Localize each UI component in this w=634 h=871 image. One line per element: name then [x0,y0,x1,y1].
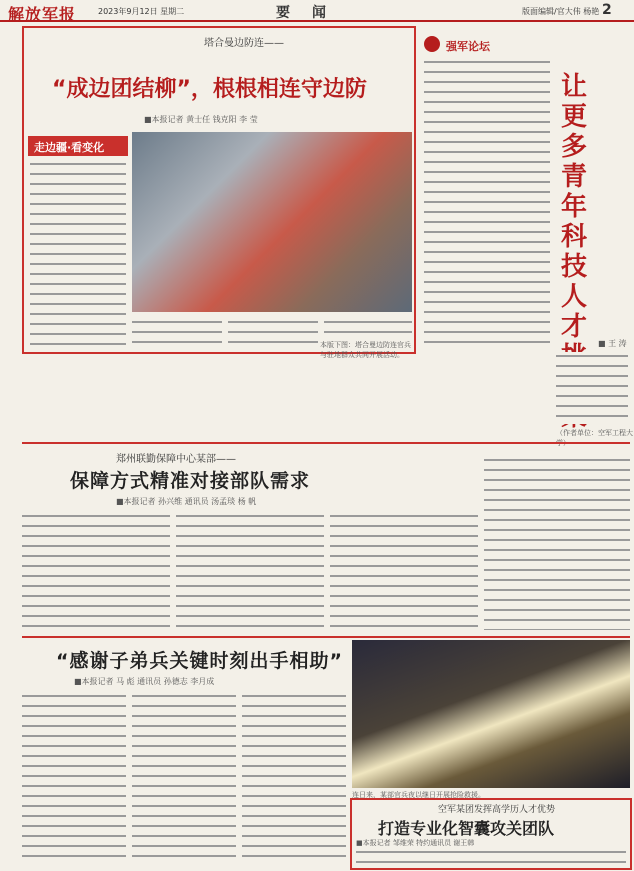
story3-text-col2 [132,692,236,864]
story2-byline: ■本报记者 孙兴维 通讯员 汤孟琰 杨 帆 [116,497,257,506]
story3-byline: ■本报记者 马 彪 通讯员 孙德志 李月成 [74,677,215,686]
sidebar-title: 强军论坛 [446,40,490,53]
story2-rule [22,442,630,444]
sidebar-source: （作者单位：空军工程大 [556,429,633,437]
story2-headline: 保障方式精准对接部队需求 [70,470,311,492]
story2-text-col3 [330,512,478,630]
story1-caption: 本版下图：塔合曼边防连官兵与驻地群众共同开展活动。 [320,341,411,359]
page-number: 2 [602,2,612,18]
story1-text-col1 [30,160,126,346]
sidebar-author: ■ 王 涛 [598,339,627,348]
story2-text-col1 [22,512,170,630]
story2-text-col4 [484,456,630,630]
story2-text-col2 [176,512,324,630]
story2-kicker: 郑州联勤保障中心某部—— [116,454,236,465]
story3-headline: “感谢子弟兵关键时刻出手相助” [56,650,343,672]
story4-kicker: 空军某团发挥高学历人才优势 [438,805,556,815]
story1-kicker: 塔合曼边防连—— [204,38,284,49]
story3-text-col1 [22,692,126,864]
story1-tag: 走边疆·看变化 [28,136,128,156]
story4-byline: ■本报记者 邹维荣 特约通讯员 谢王韩 [356,839,475,847]
story1-text-col4 [324,318,412,338]
sidebar-text-col1 [424,58,550,344]
story4-text [356,848,626,868]
story4-box [350,798,632,870]
story1-byline: ■本报记者 黄士任 钱克阳 李 莹 [144,115,258,124]
story1-box [22,26,416,354]
story3-caption: 连日来，某部官兵夜以继日开展抢险救援。 [352,791,485,799]
newspaper-logo: 解放军报 [8,5,77,24]
story1-headline: “成边团结柳”，根根相连守边防 [52,77,367,102]
page-editor: 版面编辑/官大伟 杨艳 [522,7,600,16]
story3-rule [22,636,630,638]
story1-photo [132,132,412,312]
story4-headline: 打造专业化智囊攻关团队 [378,819,555,838]
story3-photo [352,640,630,788]
sidebar-text-col2 [556,352,628,424]
forum-emblem-icon [424,36,440,52]
sidebar-vertical-title: 让更多青年科技人才 [560,72,587,342]
story1-text-col2 [132,318,222,348]
story3-text-col3 [242,692,346,864]
section-title: 要 闻 [276,5,330,21]
issue-date: 2023年9月12日 星期二 [98,7,185,16]
story1-text-col3 [228,318,318,348]
